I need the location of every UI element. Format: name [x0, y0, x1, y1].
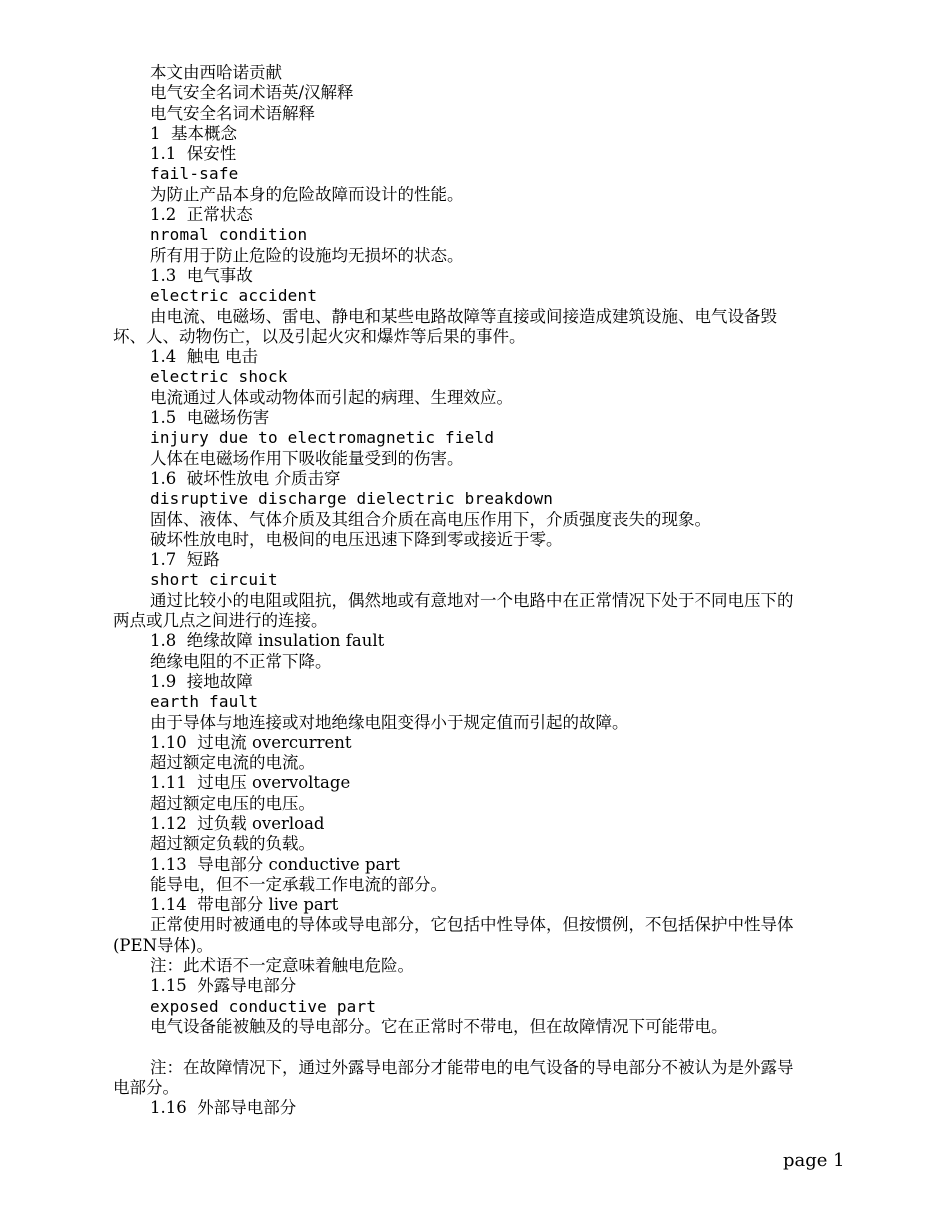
text-line: 人体在电磁场作用下吸收能量受到的伤害。 — [150, 448, 464, 468]
text-line: fail-safe — [150, 164, 239, 184]
text-line: 固体、液体、气体介质及其组合介质在高电压作用下，介质强度丧失的现象。 — [150, 509, 711, 529]
text-line: 超过额定负载的负载。 — [150, 834, 315, 854]
text-line: 正常使用时被通电的导体或导电部分，它包括中性导体，但按惯例，不包括保护中性导体(PEN导体)。 — [113, 915, 794, 955]
text-line: 所有用于防止危险的设施均无损坏的状态。 — [150, 245, 464, 265]
text-line: 1.13 导电部分 conductive part — [150, 854, 400, 874]
text-line: 1.8 绝缘故障 insulation fault — [150, 631, 385, 651]
text-line: 1.5 电磁场伤害 — [150, 408, 270, 428]
text-line: 1.7 短路 — [150, 550, 220, 570]
text-line: 超过额定电流的电流。 — [150, 753, 315, 773]
text-line: 1.2 正常状态 — [150, 205, 253, 225]
text-line: 本文由西哈诺贡献 — [150, 63, 282, 82]
text-line: earth fault — [150, 692, 259, 712]
text-line: 为防止产品本身的危险故障而设计的性能。 — [150, 184, 464, 204]
text-line: 破坏性放电时，电极间的电压迅速下降到零或接近于零。 — [150, 529, 563, 549]
text-line: 能导电，但不一定承载工作电流的部分。 — [150, 874, 447, 894]
text-line: 1.9 接地故障 — [150, 671, 253, 691]
text-line: 电气设备能被触及的导电部分。它在正常时不带电，但在故障情况下可能带电。 — [150, 1016, 728, 1036]
text-line: injury due to electromagnetic field — [150, 428, 495, 448]
text-line: 1.3 电气事故 — [150, 265, 253, 285]
text-line: 1 基本概念 — [150, 123, 237, 143]
text-line: 1.15 外露导电部分 — [150, 976, 297, 996]
text-line: 1.6 破坏性放电 介质击穿 — [150, 468, 341, 488]
text-line: disruptive discharge dielectric breakdown — [150, 489, 554, 509]
text-line: 1.4 触电 电击 — [150, 347, 258, 367]
text-line: 1.12 过负载 overload — [150, 813, 325, 833]
text-line: 通过比较小的电阻或阻抗，偶然地或有意地对一个电路中在正常情况下处于不同电压下的两点或几点之间进行的连接。 — [113, 590, 794, 631]
text-line: exposed conductive part — [150, 996, 377, 1016]
text-line: 1.14 带电部分 live part — [150, 895, 339, 915]
text-line: short circuit — [150, 570, 278, 590]
text-line: 由于导体与地连接或对地绝缘电阻变得小于规定值而引起的故障。 — [150, 712, 629, 732]
text-line: 电流通过人体或动物体而引起的病理、生理效应。 — [150, 387, 513, 407]
text-line: nromal condition — [150, 225, 308, 245]
text-line: 电气安全名词术语英/汉解释 — [150, 83, 354, 103]
text-line: 1.16 外部导电部分 — [150, 1098, 297, 1118]
blank-line — [113, 1037, 803, 1057]
text-line: 1.1 保安性 — [150, 144, 237, 164]
text-line: 注：此术语不一定意味着触电危险。 — [150, 956, 414, 976]
text-line: electric accident — [150, 286, 318, 306]
text-line: 电气安全名词术语解释 — [150, 103, 315, 123]
page-number: page 1 — [783, 1150, 845, 1171]
text-line: electric shock — [150, 367, 288, 387]
document-body — [113, 63, 803, 1118]
text-line: 1.11 过电压 overvoltage — [150, 773, 351, 793]
text-line: 由电流、电磁场、雷电、静电和某些电路故障等直接或间接造成建筑设施、电气设备毁坏、人、动物伤亡，以及引起火灾和爆炸等后果的事件。 — [113, 306, 777, 346]
text-line: 绝缘电阻的不正常下降。 — [150, 651, 332, 671]
text-line: 注：在故障情况下，通过外露导电部分才能带电的电气设备的导电部分不被认为是外露导电部分。 — [113, 1057, 794, 1097]
text-line: 超过额定电压的电压。 — [150, 793, 315, 813]
text-line: 1.10 过电流 overcurrent — [150, 732, 352, 752]
